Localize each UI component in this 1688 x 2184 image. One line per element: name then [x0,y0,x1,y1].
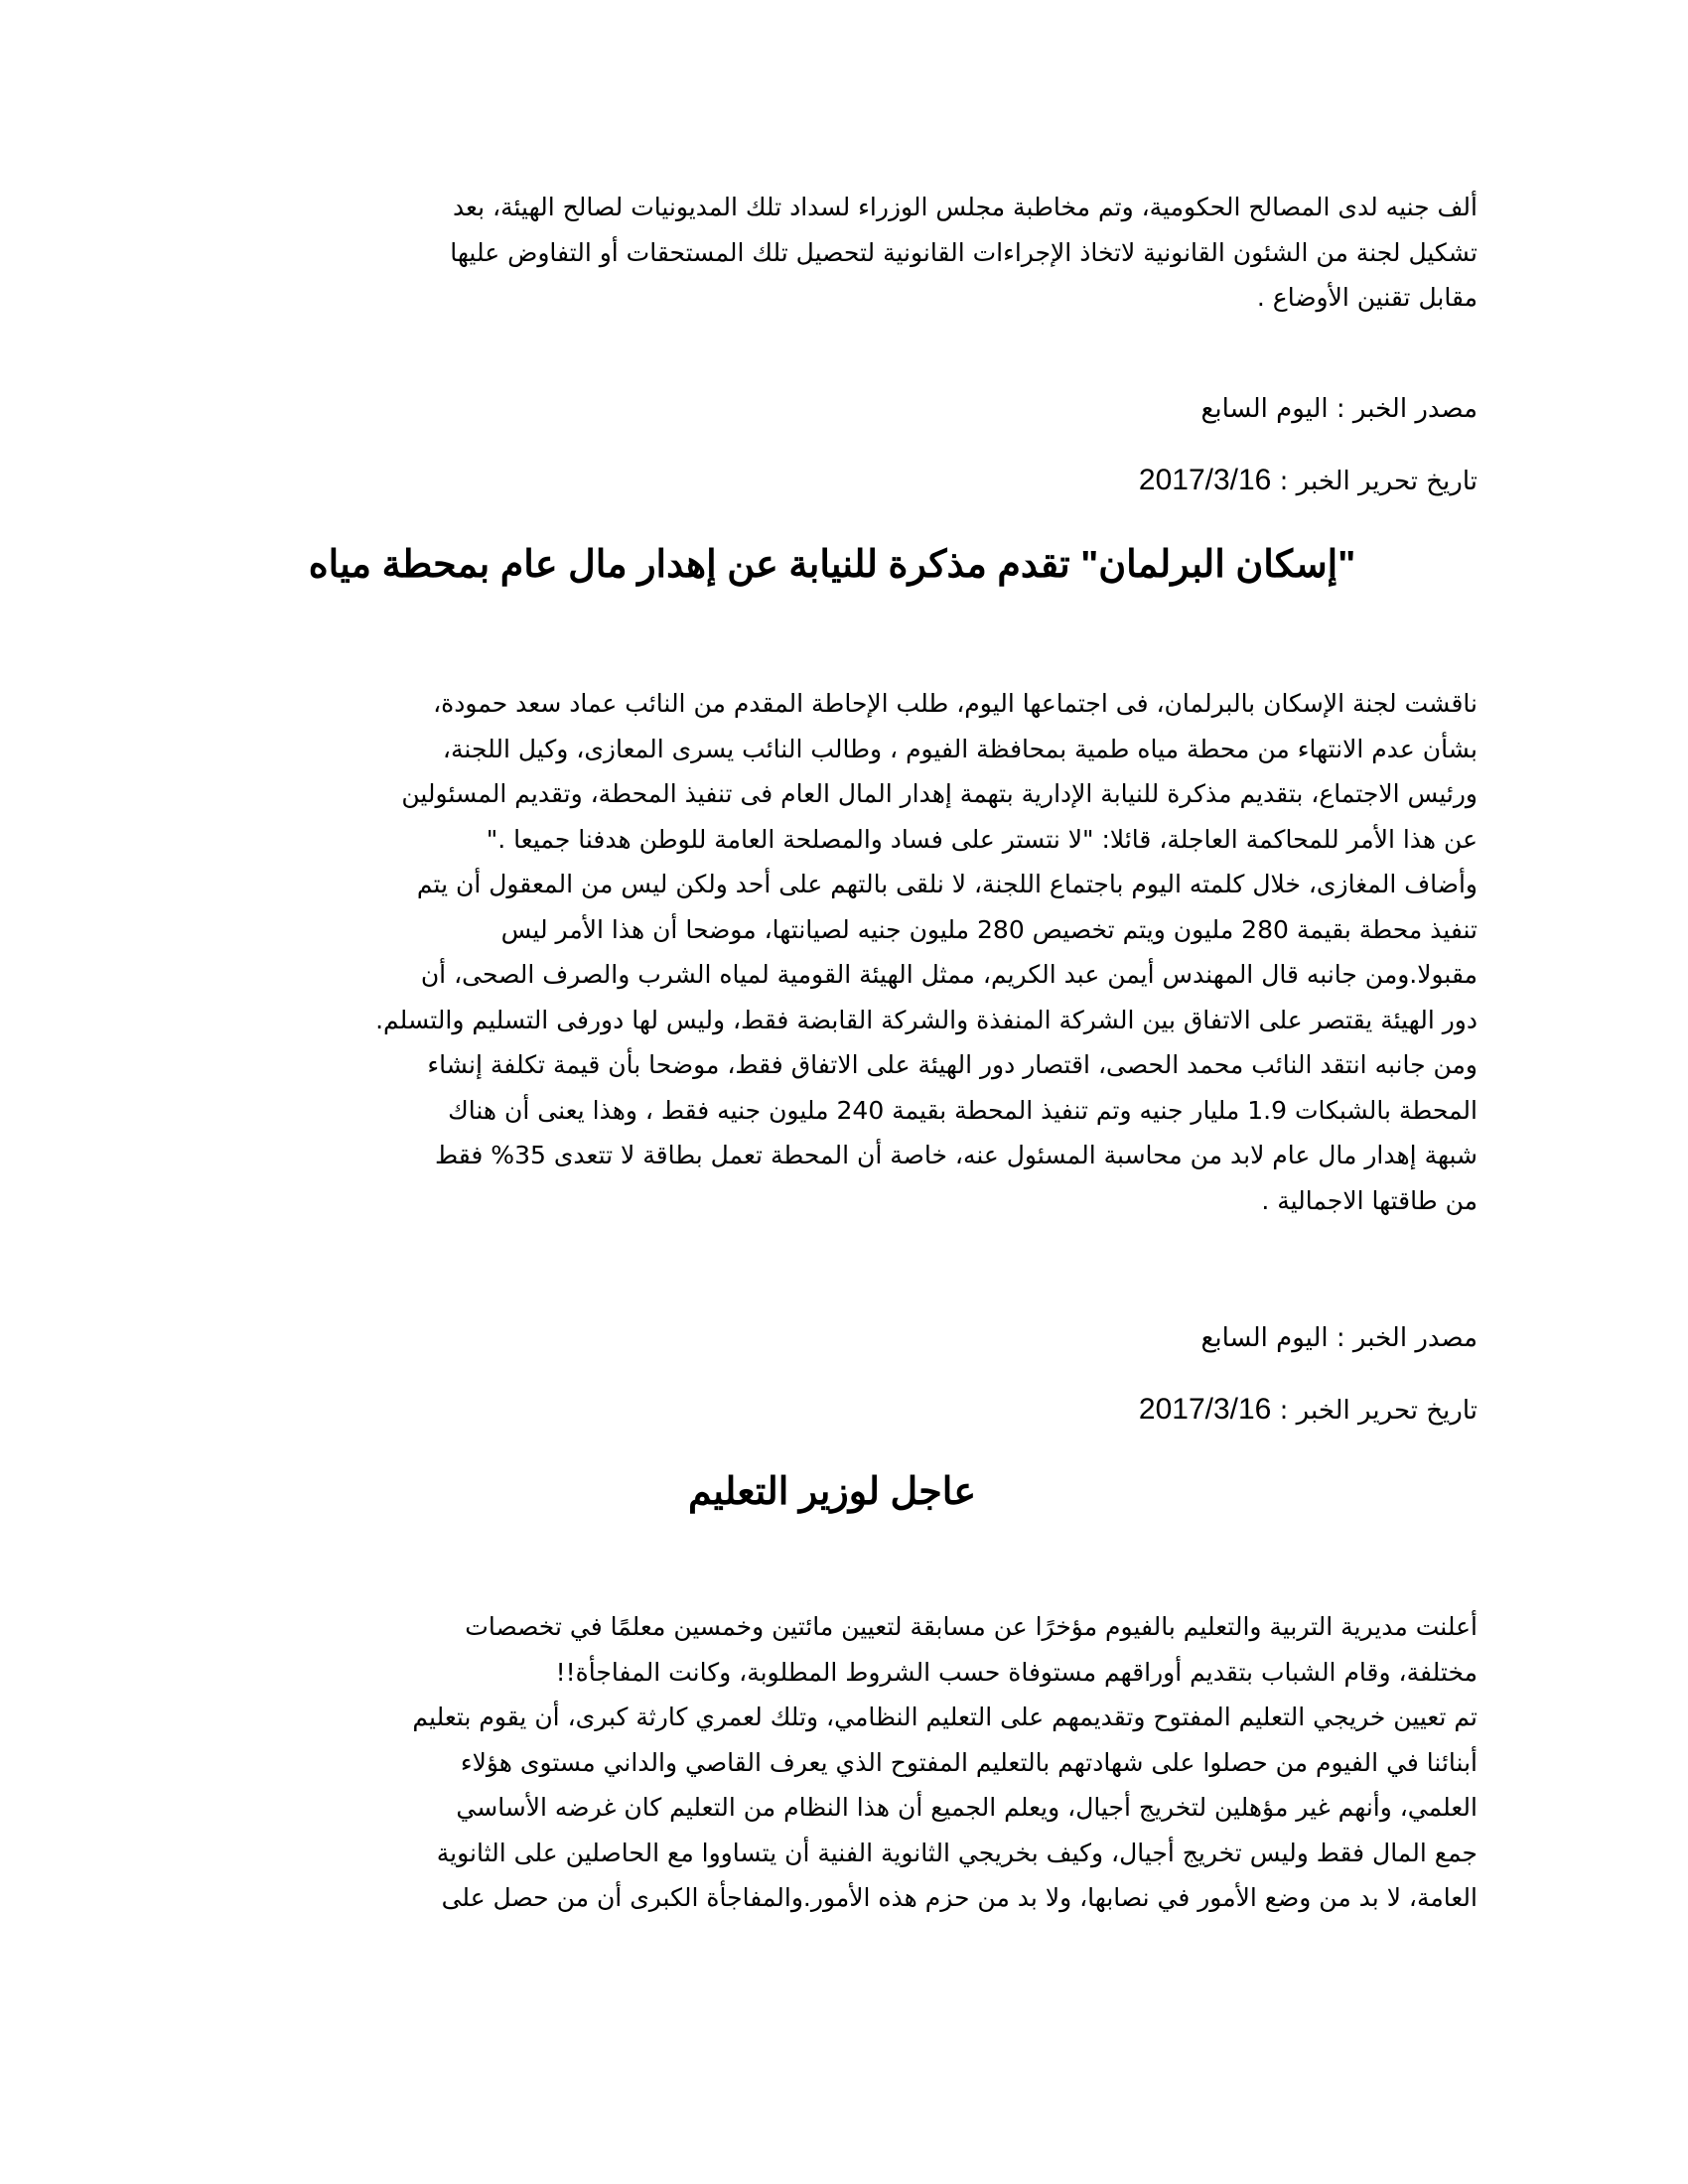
article1-line: مقابل تقنين الأوضاع . [1256,283,1477,312]
source-label: مصدر الخبر : [1336,1323,1477,1353]
source-value: اليوم السابع [1200,394,1329,424]
article1-body [187,185,1477,321]
article2-line: مقبولا.ومن جانبه قال المهندس أيمن عبد الكريم، ممثل الهيئة القومية لمياه الشرب والصرف الصحى، أن [420,960,1477,989]
article2-line: تنفيذ محطة بقيمة 280 مليون ويتم تخصيص 280 مليون جنيه لصيانتها، موضحا أن هذا الأمر ليس [500,914,1477,944]
source-value: اليوم السابع [1200,1323,1329,1353]
source-label: مصدر الخبر : [1336,394,1477,424]
article3-line: جمع المال فقط وليس تخريج أجيال، وكيف بخريجي الثانوية الفنية أن يتساووا مع الحاصلين على الثانوية [436,1838,1477,1867]
article2-line: عن هذا الأمر للمحاكمة العاجلة، قائلا: "لا نتستر على فساد والمصلحة العامة للوطن هدفنا جميعا ." [486,824,1477,854]
article2-date [187,1390,1477,1431]
article3-line: مختلفة، وقام الشباب بتقديم أوراقهم مستوفاة حسب الشروط المطلوبة، وكانت المفاجأة!! [555,1657,1477,1687]
article2-line: من طاقتها الاجمالية . [1261,1185,1477,1215]
article3-line: العلمي، وأنهم غير مؤهلين لتخريج أجيال، ويعلم الجميع أن هذا النظام من التعليم كان غرضه الأساسي [456,1793,1477,1822]
article2-source [187,1318,1477,1358]
date-label: تاريخ تحرير الخبر : [1279,1396,1477,1426]
article2-line: المحطة بالشبكات 1.9 مليار جنيه وتم تنفيذ المحطة بقيمة 240 مليون جنيه فقط ، وهذا يعنى أن هناك [448,1095,1477,1125]
article2-line: ناقشت لجنة الإسكان بالبرلمان، فى اجتماعها اليوم، طلب الإحاطة المقدم من النائب عماد سعد حمودة، [433,689,1477,718]
article2-line: بشأن عدم الانتهاء من محطة مياه طمية بمحافظة الفيوم ، وطالب النائب يسرى المعازى، وكيل اللجنة، [442,734,1477,763]
article3-line: أعلنت مديرية التربية والتعليم بالفيوم مؤخرًا عن مسابقة لتعيين مائتين وخمسين معلمًا في تخصصات [465,1612,1477,1641]
article3-line: تم تعيين خريجي التعليم المفتوح وتقديمهم على التعليم النظامي، وتلك لعمري كارثة كبرى، أن يقوم بتعليم [412,1703,1477,1731]
article3-line: العامة، لا بد من وضع الأمور في نصابها، ولا بد من حزم هذه الأمور.والمفاجأة الكبرى أن من حصل على [441,1883,1477,1912]
date-value: 2017/3/16 [1138,1393,1272,1426]
article1-date [187,461,1477,501]
article3-headline: عاجل لوزير التعليم [687,1471,976,1513]
article2-line: ومن جانبه انتقد النائب محمد الحصى، اقتصار دور الهيئة على الاتفاق فقط، موضحا بأن قيمة تكلفة إنشاء [427,1050,1477,1079]
date-label: تاريخ تحرير الخبر : [1279,467,1477,496]
article2-line: دور الهيئة يقتصر على الاتفاق بين الشركة المنفذة والشركة القابضة فقط، وليس لها دورفى التسليم والتسلم. [375,1005,1477,1034]
article2-line: شبهة إهدار مال عام لابد من محاسبة المسئول عنه، خاصة أن المحطة تعمل بطاقة لا تتعدى 35% فقط [435,1141,1477,1169]
article2-line: وأضاف المغازى، خلال كلمته اليوم باجتماع اللجنة، لا نلقى بالتهم على أحد ولكن ليس من المعقول أن يتم [416,870,1477,898]
article1-line: ألف جنيه لدى المصالح الحكومية، وتم مخاطبة مجلس الوزراء لسداد تلك المديونيات لصالح الهيئة، بعد [452,193,1477,221]
article2-body [187,681,1477,1223]
article3-line: أبنائنا في الفيوم من حصلوا على شهادتهم بالتعليم المفتوح الذي يعرف القاصي والداني مستوى هؤلاء [460,1747,1477,1777]
date-value: 2017/3/16 [1138,464,1272,496]
article2-headline: "إسكان البرلمان" تقدم مذكرة للنيابة عن إهدار مال عام بمحطة مياه [308,544,1356,586]
article2-line: ورئيس الاجتماع، بتقديم مذكرة للنيابة الإدارية بتهمة إهدار المال العام فى تنفيذ المحطة، وتقديم المسئولين [401,779,1477,808]
article1-line: تشكيل لجنة من الشئون القانونية لاتخاذ الإجراءات القانونية لتحصيل تلك المستحقات أو التفاوض عليها [450,237,1477,267]
article1-source [187,389,1477,429]
article3-body [187,1604,1477,1921]
